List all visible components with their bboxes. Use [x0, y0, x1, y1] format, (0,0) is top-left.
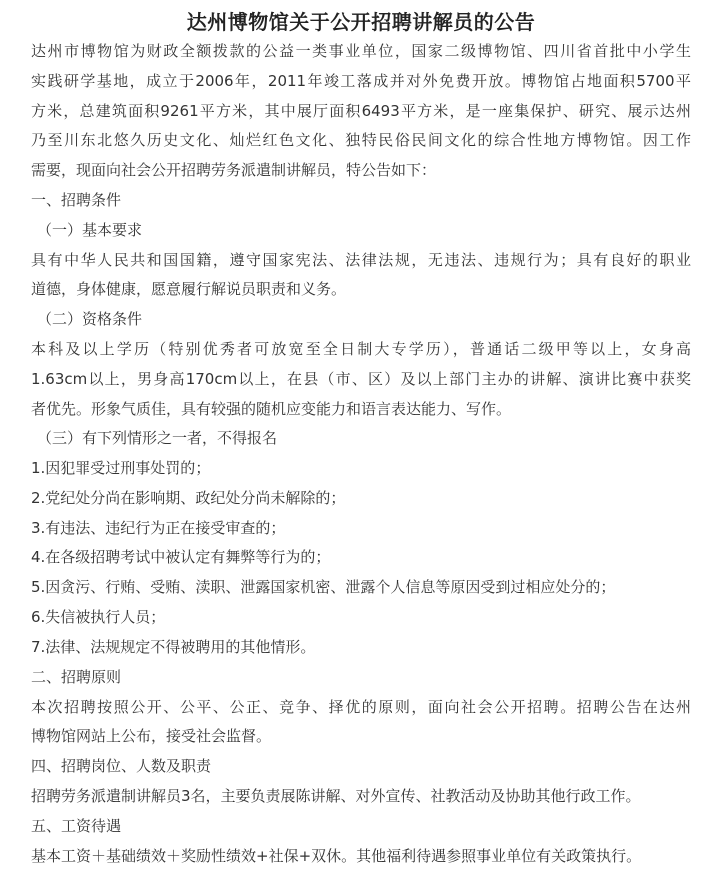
section-heading: 二、招聘原则: [31, 668, 122, 686]
section-heading: 一、招聘条件: [31, 191, 122, 209]
list-item: 4.在各级招聘考试中被认定有舞弊等行为的；: [31, 548, 331, 566]
section-heading: 四、招聘岗位、人数及职责: [31, 757, 212, 775]
list-item: 7.法律、法规规定不得被聘用的其他情形。: [31, 638, 316, 656]
intro-line: 实践研学基地，成立于2006年，2011年竣工落成并对外免费开放。博物馆占地面积5700平: [31, 72, 691, 90]
intro-line: 方米，总建筑面积9261平方米，其中展厅面积6493平方米，是一座集保护、研究、展示达州: [31, 102, 691, 120]
intro-line: 达州市博物馆为财政全额拨款的公益一类事业单位，国家二级博物馆、四川省首批中小学生: [31, 42, 691, 60]
intro-line: 需要，现面向社会公开招聘劳务派遣制讲解员，特公告如下：: [31, 161, 437, 179]
body-line: 博物馆网站上公布，接受社会监督。: [31, 727, 272, 745]
list-item: 3.有违法、违纪行为正在接受审查的；: [31, 519, 286, 537]
body-line: 基本工资＋基础绩效＋奖励性绩效+社保+双休。其他福利待遇参照事业单位有关政策执行。: [31, 847, 642, 865]
body-line: 道德，身体健康，愿意履行解说员职责和义务。: [31, 280, 347, 298]
section-heading: 五、工资待遇: [31, 817, 122, 835]
page-title: 达州博物馆关于公开招聘讲解员的公告: [186, 10, 536, 34]
body-line: 具有中华人民共和国国籍，遵守国家宪法、法律法规，无违法、违规行为；具有良好的职业: [31, 251, 691, 269]
body-line: 本次招聘按照公开、公平、公正、竞争、择优的原则，面向社会公开招聘。招聘公告在达州: [31, 698, 691, 716]
list-item: 6.失信被执行人员；: [31, 608, 166, 626]
subsection-heading: （二）资格条件: [37, 310, 143, 328]
list-item: 1.因犯罪受过刑事处罚的；: [31, 459, 211, 477]
body-line: 本科及以上学历（特别优秀者可放宽至全日制大专学历），普通话二级甲等以上，女身高: [31, 340, 691, 358]
intro-line: 乃至川东北悠久历史文化、灿烂红色文化、独特民俗民间文化的综合性地方博物馆。因工作: [31, 131, 691, 149]
subsection-heading: （一）基本要求: [37, 221, 143, 239]
subsection-heading: （三）有下列情形之一者，不得报名: [37, 429, 278, 447]
body-line: 者优先。形象气质佳，具有较强的随机应变能力和语言表达能力、写作。: [31, 400, 512, 418]
list-item: 2.党纪处分尚在影响期、政纪处分尚未解除的；: [31, 489, 346, 507]
list-item: 5.因贪污、行贿、受贿、渎职、泄露国家机密、泄露个人信息等原因受到过相应处分的；: [31, 578, 616, 596]
body-line: 1.63cm以上，男身高170cm以上，在县（市、区）及以上部门主办的讲解、演讲比赛中获奖: [31, 370, 691, 388]
body-line: 招聘劳务派遣制讲解员3名，主要负责展陈讲解、对外宣传、社教活动及协助其他行政工作。: [31, 787, 641, 805]
